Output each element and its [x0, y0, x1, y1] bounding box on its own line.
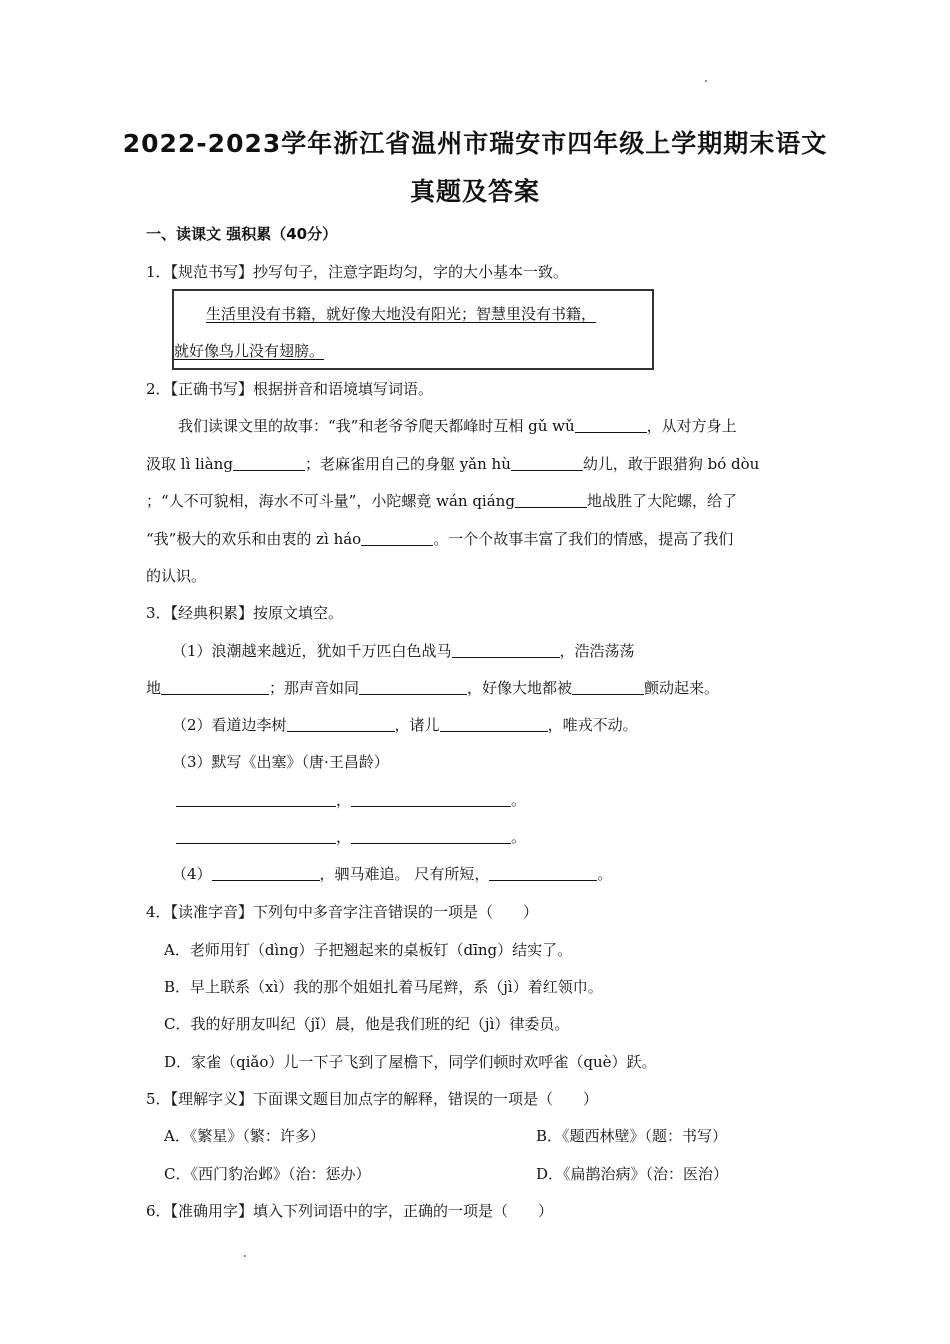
q4-option-b[interactable]: B．早上联系（xì）我的那个姐姐扎着马尾辫，系（jì）着红领巾。 [164, 978, 603, 996]
q2-blank-zihao[interactable] [361, 531, 433, 546]
q5-option-c[interactable]: C．《西门豹治邺》（治：惩办） [164, 1165, 371, 1183]
q2-paragraph-line: 我们读课文里的故事：“我”和老爷爷爬天都峰时互相 gǔ wǔ ，从对方身上 [178, 417, 737, 435]
scan-dot [244, 1255, 246, 1257]
q1-box-line2: 就好像鸟儿没有翅膀。 [174, 342, 325, 360]
q5-option-d[interactable]: D．《扁鹊治病》（治：医治） [536, 1165, 729, 1183]
q3-blank[interactable] [212, 866, 320, 881]
q3-blank[interactable] [440, 717, 548, 732]
q2-blank-yanhu[interactable] [511, 456, 583, 471]
q3-item-1: （1）浪潮越来越近，犹如千万匹白色战马 ，浩浩荡荡 [172, 642, 635, 660]
q3-blank[interactable] [489, 866, 597, 881]
q4-stem: 4．【读准字音】下列句中多音字注音错误的一项是（ ） [146, 903, 539, 921]
q1-copy-box [172, 289, 654, 370]
q3-blank[interactable] [359, 680, 467, 695]
q3-item-4: （4） ，驷马难追。 尺有所短， 。 [172, 865, 613, 883]
q2-stem: 2．【正确书写】根据拼音和语境填写词语。 [146, 380, 434, 398]
q3-blank[interactable] [572, 680, 644, 695]
q3-item-1-cont: 地 ；那声音如同 ，好像大地都被 颤动起来。 [146, 679, 720, 697]
q3-item-3: （3）默写《出塞》（唐·王昌龄） [172, 753, 389, 771]
q2-paragraph-line: 汲取 lì liàng ；老麻雀用自己的身躯 yǎn hù 幼儿，敢于跟猎狗 bó dòu [146, 455, 760, 473]
doc-title-line1: 2022-2023学年浙江省温州市瑞安市四年级上学期期末语文 [122, 129, 828, 158]
q3-blank[interactable] [351, 792, 511, 807]
q3-blank[interactable] [452, 643, 560, 658]
q5-stem: 5．【理解字义】下面课文题目加点字的解释，错误的一项是（ ） [146, 1090, 599, 1108]
q1-box-line1: 生活里没有书籍，就好像大地没有阳光；智慧里没有书籍， [206, 305, 597, 323]
q2-blank-liliang[interactable] [233, 456, 305, 471]
q4-option-d[interactable]: D．家雀（qiǎo）儿一下子飞到了屋檐下，同学们顿时欢呼雀（què）跃。 [164, 1053, 657, 1071]
q3-blank[interactable] [161, 680, 269, 695]
q5-option-b[interactable]: B．《题西林壁》（题：书写） [536, 1127, 728, 1145]
q3-blank[interactable] [287, 717, 395, 732]
q2-blank-guwu[interactable] [575, 418, 647, 433]
q5-option-a[interactable]: A．《繁星》（繁：许多） [164, 1127, 325, 1145]
q3-stem: 3．【经典积累】按原文填空。 [146, 604, 344, 622]
q3-item-2: （2）看道边李树 ，诸儿 ，唯戎不动。 [172, 716, 638, 734]
scan-dot [705, 80, 707, 82]
q4-option-a[interactable]: A．老师用钉（dìng）子把翘起来的桌板钉（dīng）结实了。 [164, 941, 573, 959]
q6-stem: 6．【准确用字】填入下列词语中的字，正确的一项是（ ） [146, 1202, 554, 1220]
q1-stem: 1．【规范书写】抄写句子，注意字距均匀，字的大小基本一致。 [146, 263, 569, 281]
q3-blank[interactable] [351, 829, 511, 844]
section-heading: 一、读课文 强积累（40分） [146, 225, 338, 243]
q2-blank-wanqiang[interactable] [515, 493, 587, 508]
q3-poem-line: ， 。 [176, 827, 526, 847]
q2-paragraph-line: “我”极大的欢乐和由衷的 zì háo 。一个个故事丰富了我们的情感，提高了我们 [146, 530, 734, 548]
q3-poem-line: ， 。 [176, 790, 526, 810]
doc-title-line2: 真题及答案 [409, 177, 540, 206]
q3-blank[interactable] [176, 829, 336, 844]
q2-paragraph-line: ；“人不可貌相，海水不可斗量”，小陀螺竟 wán qiáng 地战胜了大陀螺，给了 [146, 492, 737, 510]
q4-option-c[interactable]: C．我的好朋友叫纪（jǐ）晨，他是我们班的纪（jì）律委员。 [164, 1015, 570, 1033]
q2-paragraph-line: 的认识。 [146, 567, 207, 585]
q3-blank[interactable] [176, 792, 336, 807]
